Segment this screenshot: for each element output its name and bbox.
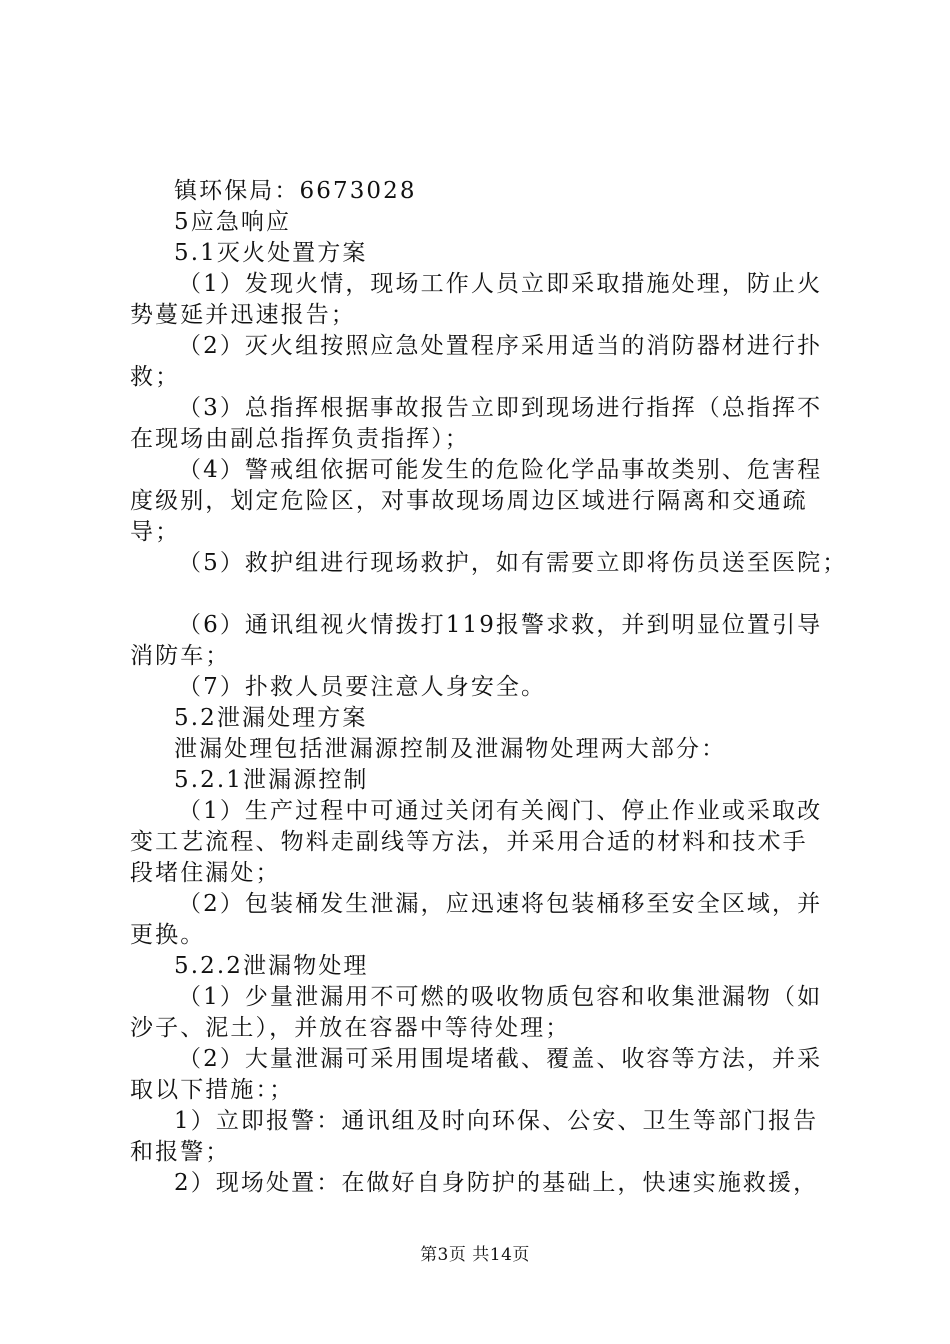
- paragraph-line: （1）生产过程中可通过关闭有关阀门、停止作业或采取改: [178, 798, 823, 824]
- paragraph-line: 和报警；: [130, 1139, 231, 1165]
- contact-line: 镇环保局：6673028: [174, 178, 417, 204]
- subsubsection-heading: 5.2.2泄漏物处理: [174, 953, 369, 979]
- paragraph-line: （1）发现火情，现场工作人员立即采取措施处理，防止火: [178, 271, 823, 297]
- paragraph-line: （2）大量泄漏可采用围堤堵截、覆盖、收容等方法，并采: [178, 1046, 823, 1072]
- paragraph-line: 导；: [130, 519, 181, 545]
- document-body: [130, 176, 848, 1199]
- paragraph-line: 更换。: [130, 922, 206, 948]
- paragraph-line: （5）救护组进行现场救护，如有需要立即将伤员送至医院；: [178, 550, 848, 576]
- page-number-footer: 第3页 共14页: [420, 1245, 530, 1265]
- paragraph-line: （4）警戒组依据可能发生的危险化学品事故类别、危害程: [178, 457, 823, 483]
- paragraph-line: 沙子、泥土），并放在容器中等待处理；: [130, 1015, 571, 1041]
- section-heading: 5应急响应: [174, 209, 292, 235]
- subsection-heading: 5.2泄漏处理方案: [174, 705, 368, 731]
- paragraph-line: 取以下措施：；: [130, 1077, 295, 1103]
- subsection-heading: 5.1灭火处置方案: [174, 240, 368, 266]
- paragraph-line: 泄漏处理包括泄漏源控制及泄漏物处理两大部分：: [174, 736, 727, 762]
- paragraph-line: 度级别，划定危险区，对事故现场周边区域进行隔离和交通疏: [130, 488, 808, 514]
- paragraph-line: （2）灭火组按照应急处置程序采用适当的消防器材进行扑: [178, 333, 823, 359]
- paragraph-line: （6）通讯组视火情拨打119报警求救，并到明显位置引导: [178, 612, 823, 638]
- subsubsection-heading: 5.2.1泄漏源控制: [174, 767, 369, 793]
- paragraph-line: （7）扑救人员要注意人身安全。: [178, 674, 547, 700]
- paragraph-line: 在现场由副总指挥负责指挥）；: [130, 426, 470, 452]
- paragraph-line: 消防车；: [130, 643, 231, 669]
- paragraph-line: 段堵住漏处；: [130, 860, 281, 886]
- paragraph-line: 2）现场处置：在做好自身防护的基础上，快速实施救援，: [174, 1170, 819, 1196]
- paragraph-line: 变工艺流程、物料走副线等方法，并采用合适的材料和技术手: [130, 829, 808, 855]
- paragraph-line: 势蔓延并迅速报告；: [130, 302, 356, 328]
- paragraph-line: 救；: [130, 364, 181, 390]
- paragraph-line: （3）总指挥根据事故报告立即到现场进行指挥（总指挥不: [178, 395, 823, 421]
- paragraph-line: （2）包装桶发生泄漏，应迅速将包装桶移至安全区域，并: [178, 891, 823, 917]
- blank-line: [130, 579, 842, 610]
- paragraph-line: 1）立即报警：通讯组及时向环保、公安、卫生等部门报告: [174, 1108, 819, 1134]
- paragraph-line: （1）少量泄漏用不可燃的吸收物质包容和收集泄漏物（如: [178, 984, 823, 1010]
